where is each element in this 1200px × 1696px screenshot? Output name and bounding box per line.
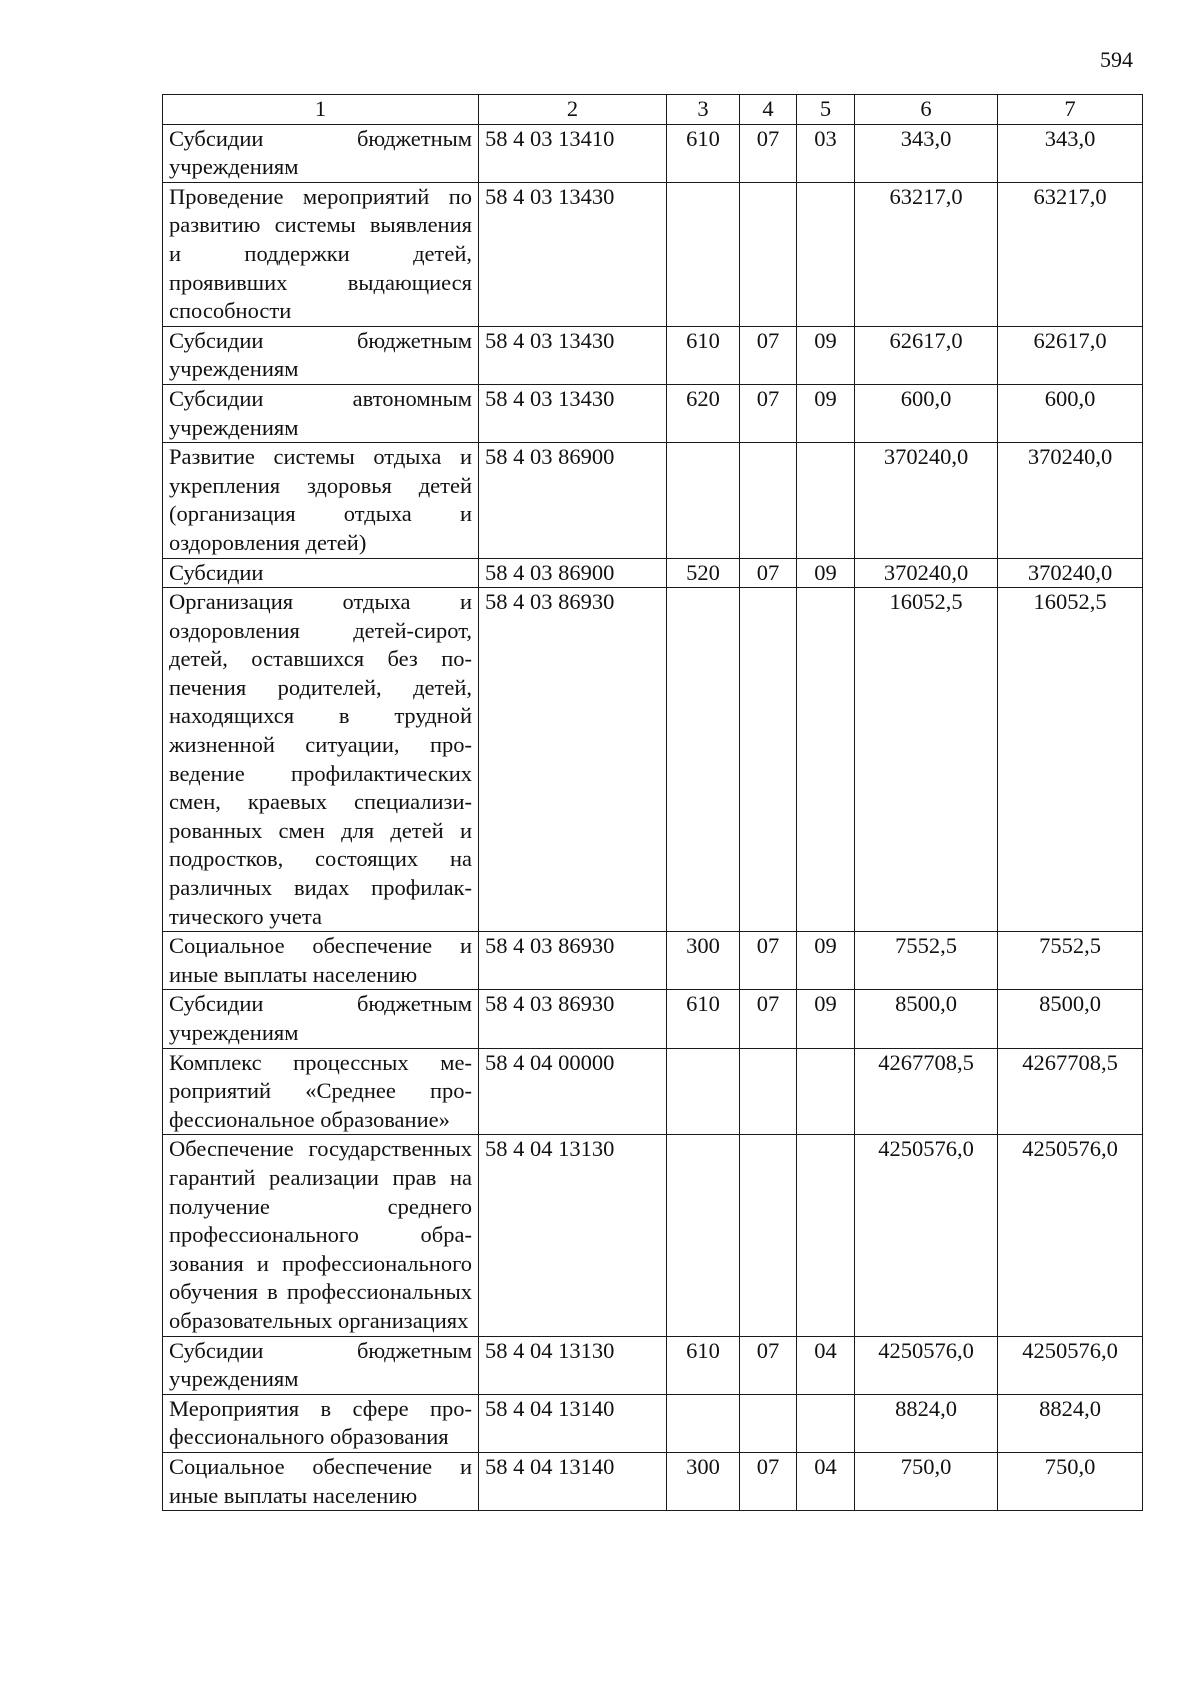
table-row bbox=[163, 558, 1143, 588]
row-col-7: 8824,0 bbox=[998, 1394, 1143, 1452]
row-col-6: 7552,5 bbox=[855, 932, 998, 990]
row-col-6: 16052,5 bbox=[855, 588, 998, 932]
row-code: 58 4 03 86900 bbox=[479, 443, 667, 558]
row-col-3 bbox=[667, 588, 740, 932]
row-col-4 bbox=[740, 1048, 797, 1135]
table-row bbox=[163, 1336, 1143, 1394]
row-col-6: 4250576,0 bbox=[855, 1336, 998, 1394]
row-col-7: 8500,0 bbox=[998, 990, 1143, 1048]
row-code: 58 4 04 13130 bbox=[479, 1135, 667, 1336]
row-col-6: 8500,0 bbox=[855, 990, 998, 1048]
row-col-6: 63217,0 bbox=[855, 182, 998, 326]
row-col-7: 600,0 bbox=[998, 384, 1143, 442]
row-code: 58 4 03 13430 bbox=[479, 384, 667, 442]
row-col-4: 07 bbox=[740, 990, 797, 1048]
row-col-3 bbox=[667, 443, 740, 558]
header-col-5: 5 bbox=[797, 95, 855, 125]
row-col-3: 610 bbox=[667, 326, 740, 384]
row-name: Субсидии бюджетным учреждениям bbox=[163, 326, 479, 384]
row-code: 58 4 04 13140 bbox=[479, 1394, 667, 1452]
row-col-7: 7552,5 bbox=[998, 932, 1143, 990]
table-row bbox=[163, 990, 1143, 1048]
row-col-7: 370240,0 bbox=[998, 443, 1143, 558]
row-col-4: 07 bbox=[740, 1336, 797, 1394]
row-col-7: 343,0 bbox=[998, 124, 1143, 182]
table-row bbox=[163, 1135, 1143, 1336]
row-col-6: 4250576,0 bbox=[855, 1135, 998, 1336]
table-body bbox=[163, 124, 1143, 1511]
row-code: 58 4 04 13130 bbox=[479, 1336, 667, 1394]
page-number: 594 bbox=[1100, 47, 1133, 72]
row-col-6: 62617,0 bbox=[855, 326, 998, 384]
row-col-6: 343,0 bbox=[855, 124, 998, 182]
row-col-7: 16052,5 bbox=[998, 588, 1143, 932]
row-code: 58 4 04 00000 bbox=[479, 1048, 667, 1135]
table-row bbox=[163, 326, 1143, 384]
table-row bbox=[163, 443, 1143, 558]
row-col-3: 520 bbox=[667, 558, 740, 588]
row-col-5 bbox=[797, 443, 855, 558]
row-name: Субсидии бюджетным учреждениям bbox=[163, 990, 479, 1048]
row-name: Проведение мероприятий по развитию системы выявления и поддержки детей, проявивших выдающиеся способности bbox=[163, 182, 479, 326]
row-name: Субсидии бюджетным учреждениям bbox=[163, 1336, 479, 1394]
row-col-4: 07 bbox=[740, 932, 797, 990]
header-col-2: 2 bbox=[479, 95, 667, 125]
row-code: 58 4 03 86930 bbox=[479, 932, 667, 990]
row-col-6: 370240,0 bbox=[855, 558, 998, 588]
row-col-5: 04 bbox=[797, 1336, 855, 1394]
row-col-3: 610 bbox=[667, 1336, 740, 1394]
budget-table bbox=[162, 94, 1143, 1511]
row-code: 58 4 03 86930 bbox=[479, 990, 667, 1048]
row-col-3 bbox=[667, 1048, 740, 1135]
row-col-5: 04 bbox=[797, 1452, 855, 1510]
row-col-5: 09 bbox=[797, 990, 855, 1048]
row-name: Комплекс процессных мероприятий «Среднее профессиональное образование» bbox=[163, 1048, 479, 1135]
row-col-4: 07 bbox=[740, 124, 797, 182]
row-col-6: 370240,0 bbox=[855, 443, 998, 558]
row-code: 58 4 03 13430 bbox=[479, 182, 667, 326]
table-row bbox=[163, 588, 1143, 932]
row-col-3 bbox=[667, 1135, 740, 1336]
header-col-4: 4 bbox=[740, 95, 797, 125]
row-col-5: 09 bbox=[797, 932, 855, 990]
row-col-3 bbox=[667, 182, 740, 326]
table-row bbox=[163, 932, 1143, 990]
row-col-5 bbox=[797, 588, 855, 932]
table-row bbox=[163, 182, 1143, 326]
row-col-3 bbox=[667, 1394, 740, 1452]
row-col-6: 750,0 bbox=[855, 1452, 998, 1510]
row-col-5: 09 bbox=[797, 558, 855, 588]
table-row bbox=[163, 1394, 1143, 1452]
row-col-4 bbox=[740, 1394, 797, 1452]
row-col-5: 03 bbox=[797, 124, 855, 182]
row-col-4: 07 bbox=[740, 326, 797, 384]
row-code: 58 4 03 13430 bbox=[479, 326, 667, 384]
row-col-7: 750,0 bbox=[998, 1452, 1143, 1510]
row-name: Социальное обеспечение и иные выплаты населению bbox=[163, 1452, 479, 1510]
row-col-7: 370240,0 bbox=[998, 558, 1143, 588]
row-col-7: 4250576,0 bbox=[998, 1336, 1143, 1394]
table-row bbox=[163, 124, 1143, 182]
row-code: 58 4 03 86900 bbox=[479, 558, 667, 588]
row-col-3: 300 bbox=[667, 1452, 740, 1510]
row-col-7: 63217,0 bbox=[998, 182, 1143, 326]
row-name: Субсидии bbox=[163, 558, 479, 588]
header-col-7: 7 bbox=[998, 95, 1143, 125]
row-col-4: 07 bbox=[740, 1452, 797, 1510]
row-col-3: 610 bbox=[667, 990, 740, 1048]
row-col-4 bbox=[740, 443, 797, 558]
header-col-6: 6 bbox=[855, 95, 998, 125]
row-col-4: 07 bbox=[740, 384, 797, 442]
row-col-3: 300 bbox=[667, 932, 740, 990]
row-code: 58 4 04 13140 bbox=[479, 1452, 667, 1510]
row-col-5 bbox=[797, 182, 855, 326]
row-col-3: 610 bbox=[667, 124, 740, 182]
row-col-7: 4250576,0 bbox=[998, 1135, 1143, 1336]
row-col-6: 4267708,5 bbox=[855, 1048, 998, 1135]
row-col-4 bbox=[740, 588, 797, 932]
row-col-4 bbox=[740, 182, 797, 326]
row-name: Развитие системы отдыха и укрепления здоровья детей (организация отдыха и оздоровления детей) bbox=[163, 443, 479, 558]
row-col-5 bbox=[797, 1394, 855, 1452]
table-row bbox=[163, 1048, 1143, 1135]
row-col-6: 600,0 bbox=[855, 384, 998, 442]
table-row bbox=[163, 384, 1143, 442]
row-col-7: 4267708,5 bbox=[998, 1048, 1143, 1135]
row-code: 58 4 03 13410 bbox=[479, 124, 667, 182]
row-col-4: 07 bbox=[740, 558, 797, 588]
row-name: Мероприятия в сфере профессионального образования bbox=[163, 1394, 479, 1452]
row-col-5: 09 bbox=[797, 326, 855, 384]
row-col-5: 09 bbox=[797, 384, 855, 442]
row-col-6: 8824,0 bbox=[855, 1394, 998, 1452]
row-col-4 bbox=[740, 1135, 797, 1336]
header-col-3: 3 bbox=[667, 95, 740, 125]
row-name: Субсидии автономным учреждениям bbox=[163, 384, 479, 442]
table-header bbox=[163, 95, 1143, 125]
table-row bbox=[163, 1452, 1143, 1510]
header-col-1: 1 bbox=[163, 95, 479, 125]
row-col-3: 620 bbox=[667, 384, 740, 442]
header-row bbox=[163, 95, 1143, 125]
row-col-5 bbox=[797, 1048, 855, 1135]
row-name: Обеспечение государственных гарантий реализации прав на получение среднего профессионального образования и профессионального обучения в профессиональных образовательных организациях bbox=[163, 1135, 479, 1336]
row-code: 58 4 03 86930 bbox=[479, 588, 667, 932]
row-name: Организация отдыха и оздоровления детей-сирот, детей, оставшихся без попечения родителей, детей, находящихся в трудной жизненной ситуации, проведение профилактических смен, краевых специализированных смен для детей и подростков, состоящих на различных видах профилактического учета bbox=[163, 588, 479, 932]
row-col-7: 62617,0 bbox=[998, 326, 1143, 384]
row-name: Субсидии бюджетным учреждениям bbox=[163, 124, 479, 182]
row-name: Социальное обеспечение и иные выплаты населению bbox=[163, 932, 479, 990]
row-col-5 bbox=[797, 1135, 855, 1336]
